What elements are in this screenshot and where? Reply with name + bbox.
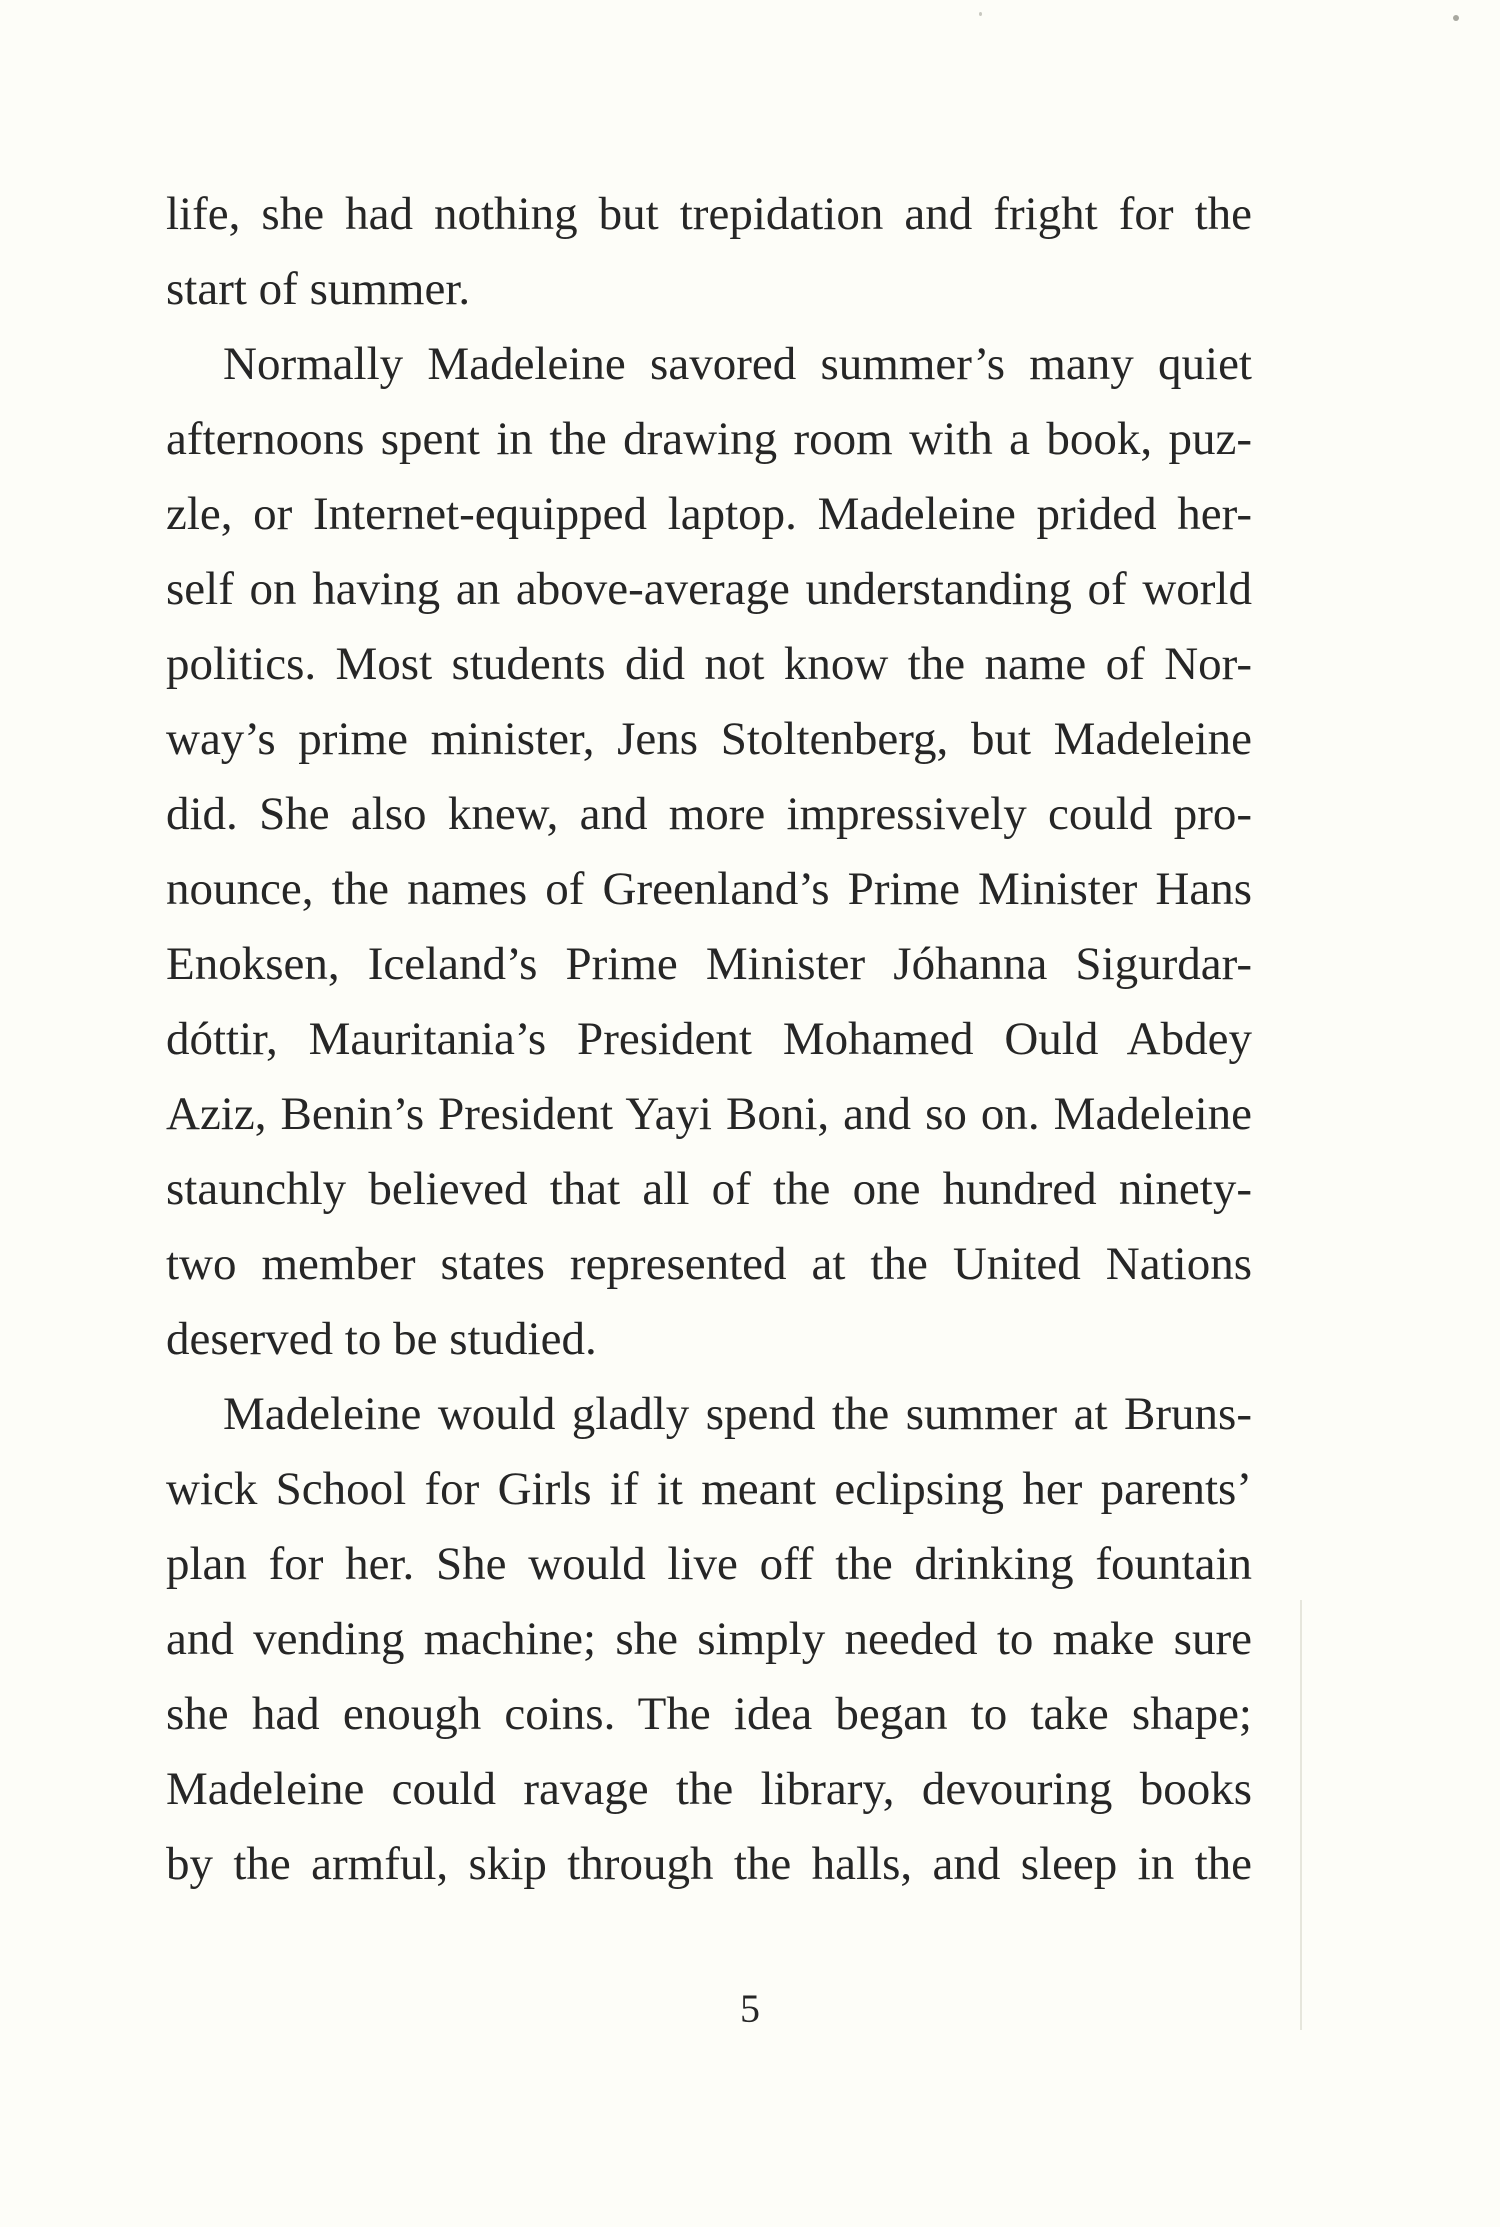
body-text xyxy=(166,177,1252,1902)
text-line: plan for her. She would live off the drinking fountain xyxy=(166,1538,1252,1590)
paragraph-1 xyxy=(166,177,1252,327)
text-line: politics. Most students did not know the name of Nor- xyxy=(166,638,1252,690)
text-line: deserved to be studied. xyxy=(166,1313,597,1365)
text-line: start of summer. xyxy=(166,263,471,315)
text-line: afternoons spent in the drawing room with a book, puz- xyxy=(166,413,1252,465)
scan-speck xyxy=(1453,15,1459,21)
text-line: Normally Madeleine savored summer’s many quiet xyxy=(223,338,1252,390)
text-line: life, she had nothing but trepidation and fright for the xyxy=(166,188,1252,240)
text-line: Aziz, Benin’s President Yayi Boni, and so on. Madeleine xyxy=(166,1088,1252,1140)
text-line: Madeleine would gladly spend the summer at Bruns- xyxy=(223,1388,1252,1440)
text-line: did. She also knew, and more impressively could pro- xyxy=(166,788,1252,840)
text-line: Enoksen, Iceland’s Prime Minister Jóhanna Sigurdar- xyxy=(166,938,1252,990)
text-line: Madeleine could ravage the library, devouring books xyxy=(166,1763,1252,1815)
page-number: 5 xyxy=(740,1986,760,2031)
scan-speck xyxy=(979,12,982,16)
text-line: two member states represented at the United Nations xyxy=(166,1238,1252,1290)
text-line: nounce, the names of Greenland’s Prime Minister Hans xyxy=(166,863,1252,915)
text-line: zle, or Internet-equipped laptop. Madeleine prided her- xyxy=(166,488,1252,540)
text-line: self on having an above-average understanding of world xyxy=(166,563,1252,615)
text-line: staunchly believed that all of the one hundred ninety- xyxy=(166,1163,1252,1215)
paragraph-3 xyxy=(166,1377,1252,1902)
paragraph-2 xyxy=(166,327,1252,1377)
text-line: wick School for Girls if it meant eclipsing her parents’ xyxy=(166,1463,1252,1515)
text-line: dóttir, Mauritania’s President Mohamed Ould Abdey xyxy=(166,1013,1252,1065)
text-line: and vending machine; she simply needed to make sure xyxy=(166,1613,1252,1665)
text-line: way’s prime minister, Jens Stoltenberg, but Madeleine xyxy=(166,713,1252,765)
page-fold-mark xyxy=(1300,1600,1302,2030)
text-line: she had enough coins. The idea began to take shape; xyxy=(166,1688,1252,1740)
text-line: by the armful, skip through the halls, and sleep in the xyxy=(166,1838,1252,1890)
